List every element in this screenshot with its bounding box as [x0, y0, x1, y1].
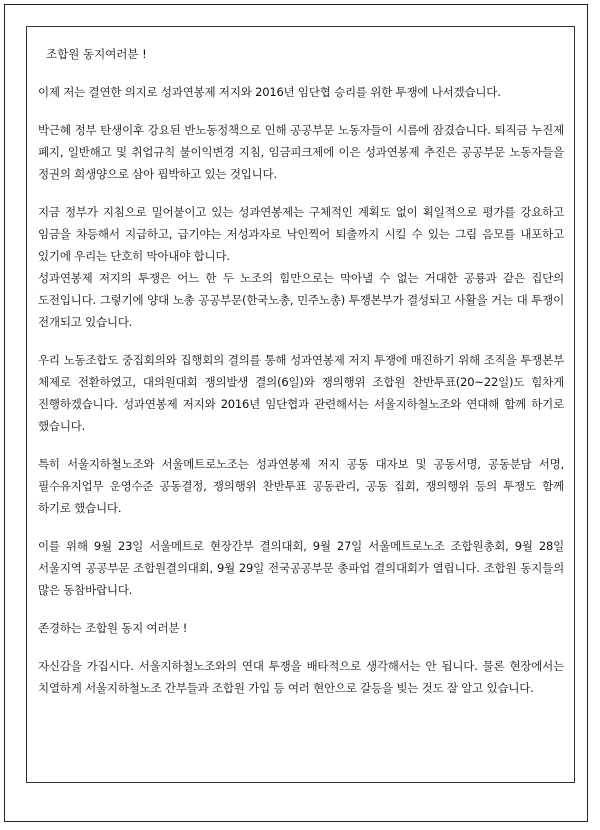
paragraph-rally-schedule: 이를 위해 9월 23일 서울메트로 현장간부 결의대회, 9월 27일 서울메트로노조 조합원총회, 9월 28일 서울지역 공공부문 조합원결의대회, 9월 29일 전국공공부문 총파업 결의대회가 열립니다. 조합원 동지들의 많은 동참바랍니다. — [38, 539, 564, 597]
letter-body-frame — [26, 26, 575, 783]
paragraph-joint-actions: 특히 서울지하철노조와 서울메트로노조는 성과연봉제 저지 공동 대자보 및 공동서명, 공동분담 서명, 필수유지업무 운영수준 공동결정, 쟁의행위 찬반투표 공동관리, 공동 집회, 쟁의행위 등의 투쟁도 함께 하기로 했습니다. — [38, 457, 564, 515]
letter-greeting: 조합원 동지여러분 ! — [46, 47, 147, 61]
paragraph-resolution: 이제 저는 결연한 의지로 성과연봉제 저지와 2016년 임단협 승리를 위한 투쟁에 나서겠습니다. — [38, 85, 501, 99]
paragraph-confidence: 자신감을 가집시다. 서울지하철노조와의 연대 투쟁을 배타적으로 생각해서는 안 됩니다. 물론 현장에서는 치열하게 서울지하철노조 간부들과 조합원 가입 등 여러 현안으로 갈등을 빚는 것도 잘 알고 있습니다. — [38, 659, 564, 695]
paragraph-anti-labor-policy: 박근혜 정부 탄생이후 강요된 반노동정책으로 인해 공공부문 노동자들이 시름에 잠겼습니다. 퇴직금 누진제 폐지, 일반해고 및 취업규칙 불이익변경 지침, 임금피크제에 이은 성과연봉제 추진은 공공부문 노동자들을 정권의 희생양으로 삼아 핍박하고 있는 것입니다. — [38, 123, 564, 181]
paragraph-union-strike-plan: 우리 노동조합도 중집회의와 집행회의 결의를 통해 성과연봉제 저지 투쟁에 매진하기 위해 조직을 투쟁본부 체제로 전환하였고, 대의원대회 쟁의발생 결의(6일)와 쟁의행위 조합원 찬반투표(20~22일)도 힘차게 진행하겠습니다. 성과연봉제 저지와 2016년 임단협과 관련해서는 서울지하철노조와 연대해 함께 하기로 했습니다. — [38, 353, 564, 433]
page-outer-border — [4, 4, 588, 822]
paragraph-performance-pay-imposition: 지금 정부가 지침으로 밀어붙이고 있는 성과연봉제는 구체적인 계획도 없이 획일적으로 평가를 강요하고 임금을 차등해서 지급하고, 급기야는 저성과자로 낙인찍어 퇴출까지 시킬 수 있는 그림 음모를 내포하고 있기에 우리는 단호히 막아내야 합니다. — [38, 205, 564, 263]
paragraph-collective-struggle: 성과연봉제 저지의 투쟁은 어느 한 두 노조의 힘만으로는 막아낼 수 없는 거대한 공룡과 같은 집단의 도전입니다. 그렇기에 양대 노총 공공부문(한국노총, 민주노총) 투쟁본부가 결성되고 사활을 거는 대 투쟁이 전개되고 있습니다. — [38, 271, 564, 329]
paragraph-respected-comrades: 존경하는 조합원 동지 여러분 ! — [38, 621, 188, 635]
